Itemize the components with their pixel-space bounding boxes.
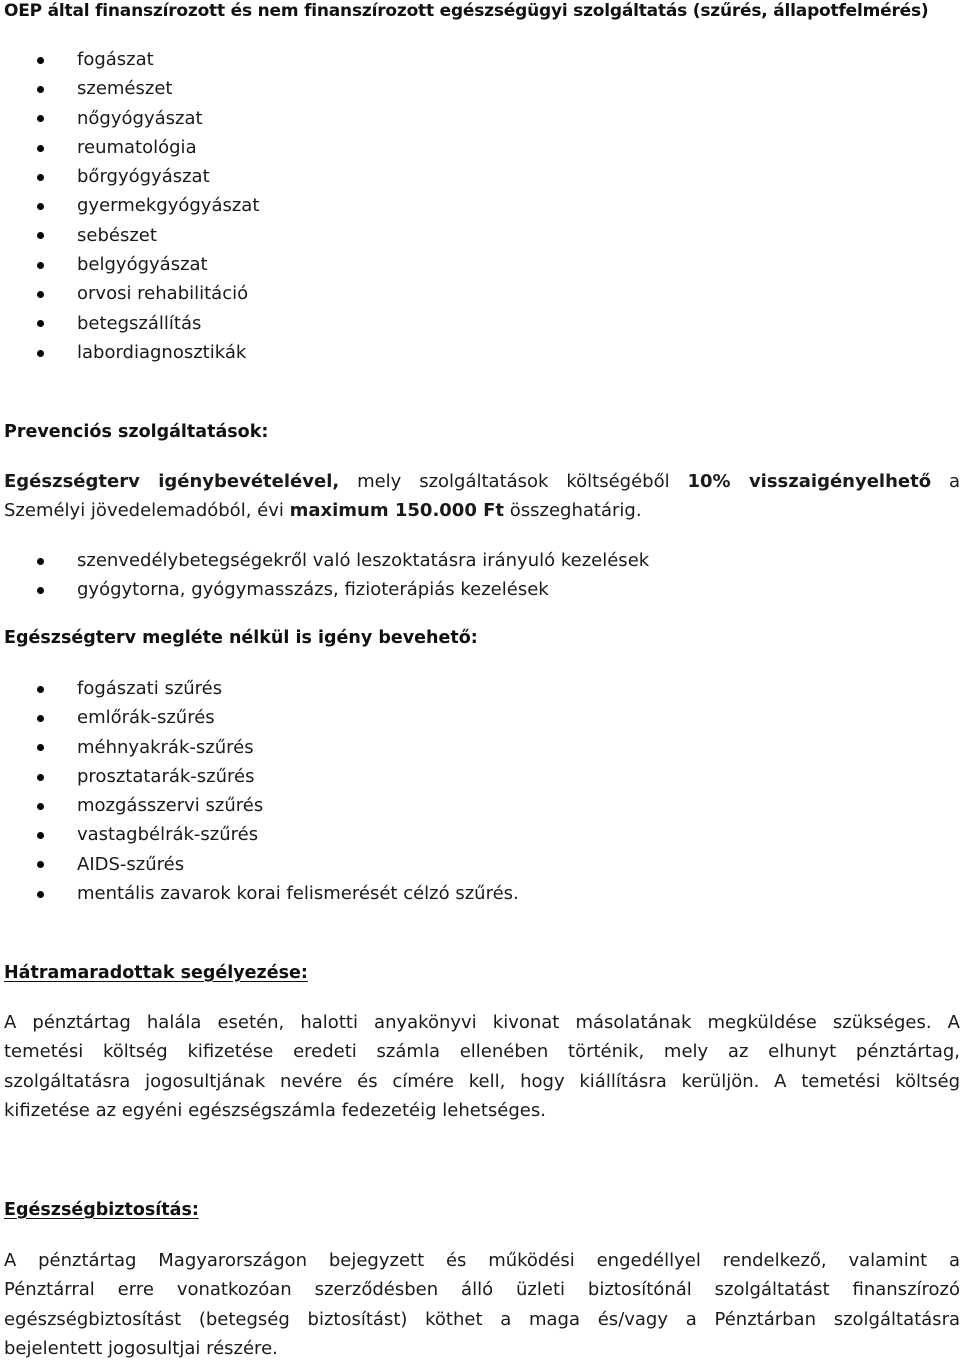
list-item xyxy=(0,546,940,575)
list-item-label: AIDS-szűrés xyxy=(77,853,185,875)
bullet-icon xyxy=(37,861,44,868)
bold-text: Egészségterv igénybevételével, xyxy=(4,471,340,492)
prevention-intro-line-2 xyxy=(4,496,960,525)
prevention-list xyxy=(0,546,940,605)
bullet-icon xyxy=(37,686,44,693)
list-item-label: fogászati szűrés xyxy=(77,678,223,699)
survivors-heading: Hátramaradottak segélyezése: xyxy=(4,963,308,983)
list-item-label: szemészet xyxy=(77,78,173,100)
text: mely szolgáltatások költségéből xyxy=(339,471,688,492)
paragraph-line: A pénztártag halála esetén, halotti anyakönyvi kivonat másolatának megküldése szükséges. A xyxy=(4,1012,960,1033)
list-item-label: prosztatarák-szűrés xyxy=(77,765,255,787)
insurance-heading: Egészségbiztosítás: xyxy=(4,1200,199,1220)
list-item xyxy=(0,762,940,791)
text: a xyxy=(931,471,960,492)
paragraph-line: kifizetése az egyéni egészségszámla fedezetéig lehetséges. xyxy=(4,1099,546,1121)
paragraph-line: Pénztárral erre vonatkozóan szerződésben álló üzleti biztosítónál szolgáltatást finanszírozó xyxy=(4,1279,960,1301)
bullet-icon xyxy=(37,320,44,327)
paragraph-line: egészségbiztosítást (betegség biztosítást) köthet a maga és/vagy a Pénztárban szolgáltatásra xyxy=(4,1308,960,1330)
list-item xyxy=(0,221,940,250)
list-item xyxy=(0,703,940,732)
list-item-label: reumatológia xyxy=(77,136,197,158)
list-item xyxy=(0,850,940,879)
list-item-label: orvosi rehabilitáció xyxy=(77,283,249,305)
list-item-label: bőrgyógyászat xyxy=(77,166,210,188)
list-item-label: szenvedélybetegségekről való leszoktatásra irányuló kezelések xyxy=(77,550,650,571)
list-item xyxy=(0,575,940,604)
bold-text: 10% visszaigényelhető xyxy=(687,471,932,492)
insurance-paragraph xyxy=(4,1246,960,1363)
bullet-icon xyxy=(37,115,44,122)
prevention-intro-line-1 xyxy=(4,467,960,496)
bullet-icon xyxy=(37,891,44,898)
bullet-icon xyxy=(37,145,44,152)
list-item-label: gyermekgyógyászat xyxy=(77,195,260,217)
list-item-label: mozgásszervi szűrés xyxy=(77,795,264,817)
bullet-icon xyxy=(37,86,44,93)
list-item xyxy=(0,791,940,820)
bullet-icon xyxy=(37,774,44,781)
list-item-label: nőgyógyászat xyxy=(77,107,203,129)
list-item xyxy=(0,250,940,279)
survivors-paragraph xyxy=(4,1008,960,1125)
list-item xyxy=(0,309,940,338)
bold-text: maximum 150.000 Ft xyxy=(289,500,505,522)
service-list xyxy=(0,45,940,367)
list-item-label: belgyógyászat xyxy=(77,254,208,276)
list-item-label: labordiagnosztikák xyxy=(77,341,247,363)
list-item xyxy=(0,879,940,908)
list-item-label: sebészet xyxy=(77,224,157,246)
list-item-label: mentális zavarok korai felismerését célzó szűrés. xyxy=(77,883,519,905)
list-item-label: méhnyakrák-szűrés xyxy=(77,736,254,758)
bullet-icon xyxy=(37,832,44,839)
list-item xyxy=(0,104,940,133)
page-title: OEP által finanszírozott és nem finanszírozott egészségügyi szolgáltatás (szűrés, állapotfelmérés) xyxy=(4,1,929,21)
list-item xyxy=(0,733,940,762)
bullet-icon xyxy=(37,744,44,751)
bullet-icon xyxy=(37,232,44,239)
prevention-heading: Prevenciós szolgáltatások: xyxy=(4,422,269,442)
bullet-icon xyxy=(37,558,44,565)
list-item-label: emlőrák-szűrés xyxy=(77,707,215,729)
text: összeghatárig. xyxy=(504,500,642,522)
list-item xyxy=(0,133,940,162)
bullet-icon xyxy=(37,587,44,594)
screening-list xyxy=(0,674,940,908)
list-item-label: fogászat xyxy=(77,49,154,70)
bullet-icon xyxy=(37,803,44,810)
paragraph-line: szolgáltatásra jogosultjának nevére és címére kell, hogy kiállításra kerüljön. A temetési költség xyxy=(4,1070,960,1092)
list-item xyxy=(0,162,940,191)
prevention-intro xyxy=(4,467,960,526)
text: Személyi jövedelemadóból, évi xyxy=(4,500,290,522)
list-item-label: vastagbélrák-szűrés xyxy=(77,824,259,846)
paragraph-line: temetési költség kifizetése eredeti számla ellenében történik, mely az elhunyt pénztártag, xyxy=(4,1041,960,1063)
paragraph-line: bejelentett jogosultjai részére. xyxy=(4,1337,278,1359)
bullet-icon xyxy=(37,715,44,722)
list-item-label: betegszállítás xyxy=(77,312,202,334)
list-item xyxy=(0,74,940,103)
bullet-icon xyxy=(37,262,44,269)
list-item xyxy=(0,338,940,367)
bullet-icon xyxy=(37,57,44,64)
list-item xyxy=(0,820,940,849)
bullet-icon xyxy=(37,174,44,181)
list-item xyxy=(0,191,940,220)
bullet-icon xyxy=(37,291,44,298)
list-item-label: gyógytorna, gyógymasszázs, fizioterápiás kezelések xyxy=(77,579,549,601)
without-plan-heading: Egészségterv megléte nélkül is igény bevehető: xyxy=(4,628,478,648)
list-item xyxy=(0,674,940,703)
bullet-icon xyxy=(37,203,44,210)
bullet-icon xyxy=(37,350,44,357)
paragraph-line: A pénztártag Magyarországon bejegyzett és működési engedéllyel rendelkező, valamint a xyxy=(4,1250,960,1271)
list-item xyxy=(0,45,940,74)
list-item xyxy=(0,279,940,308)
